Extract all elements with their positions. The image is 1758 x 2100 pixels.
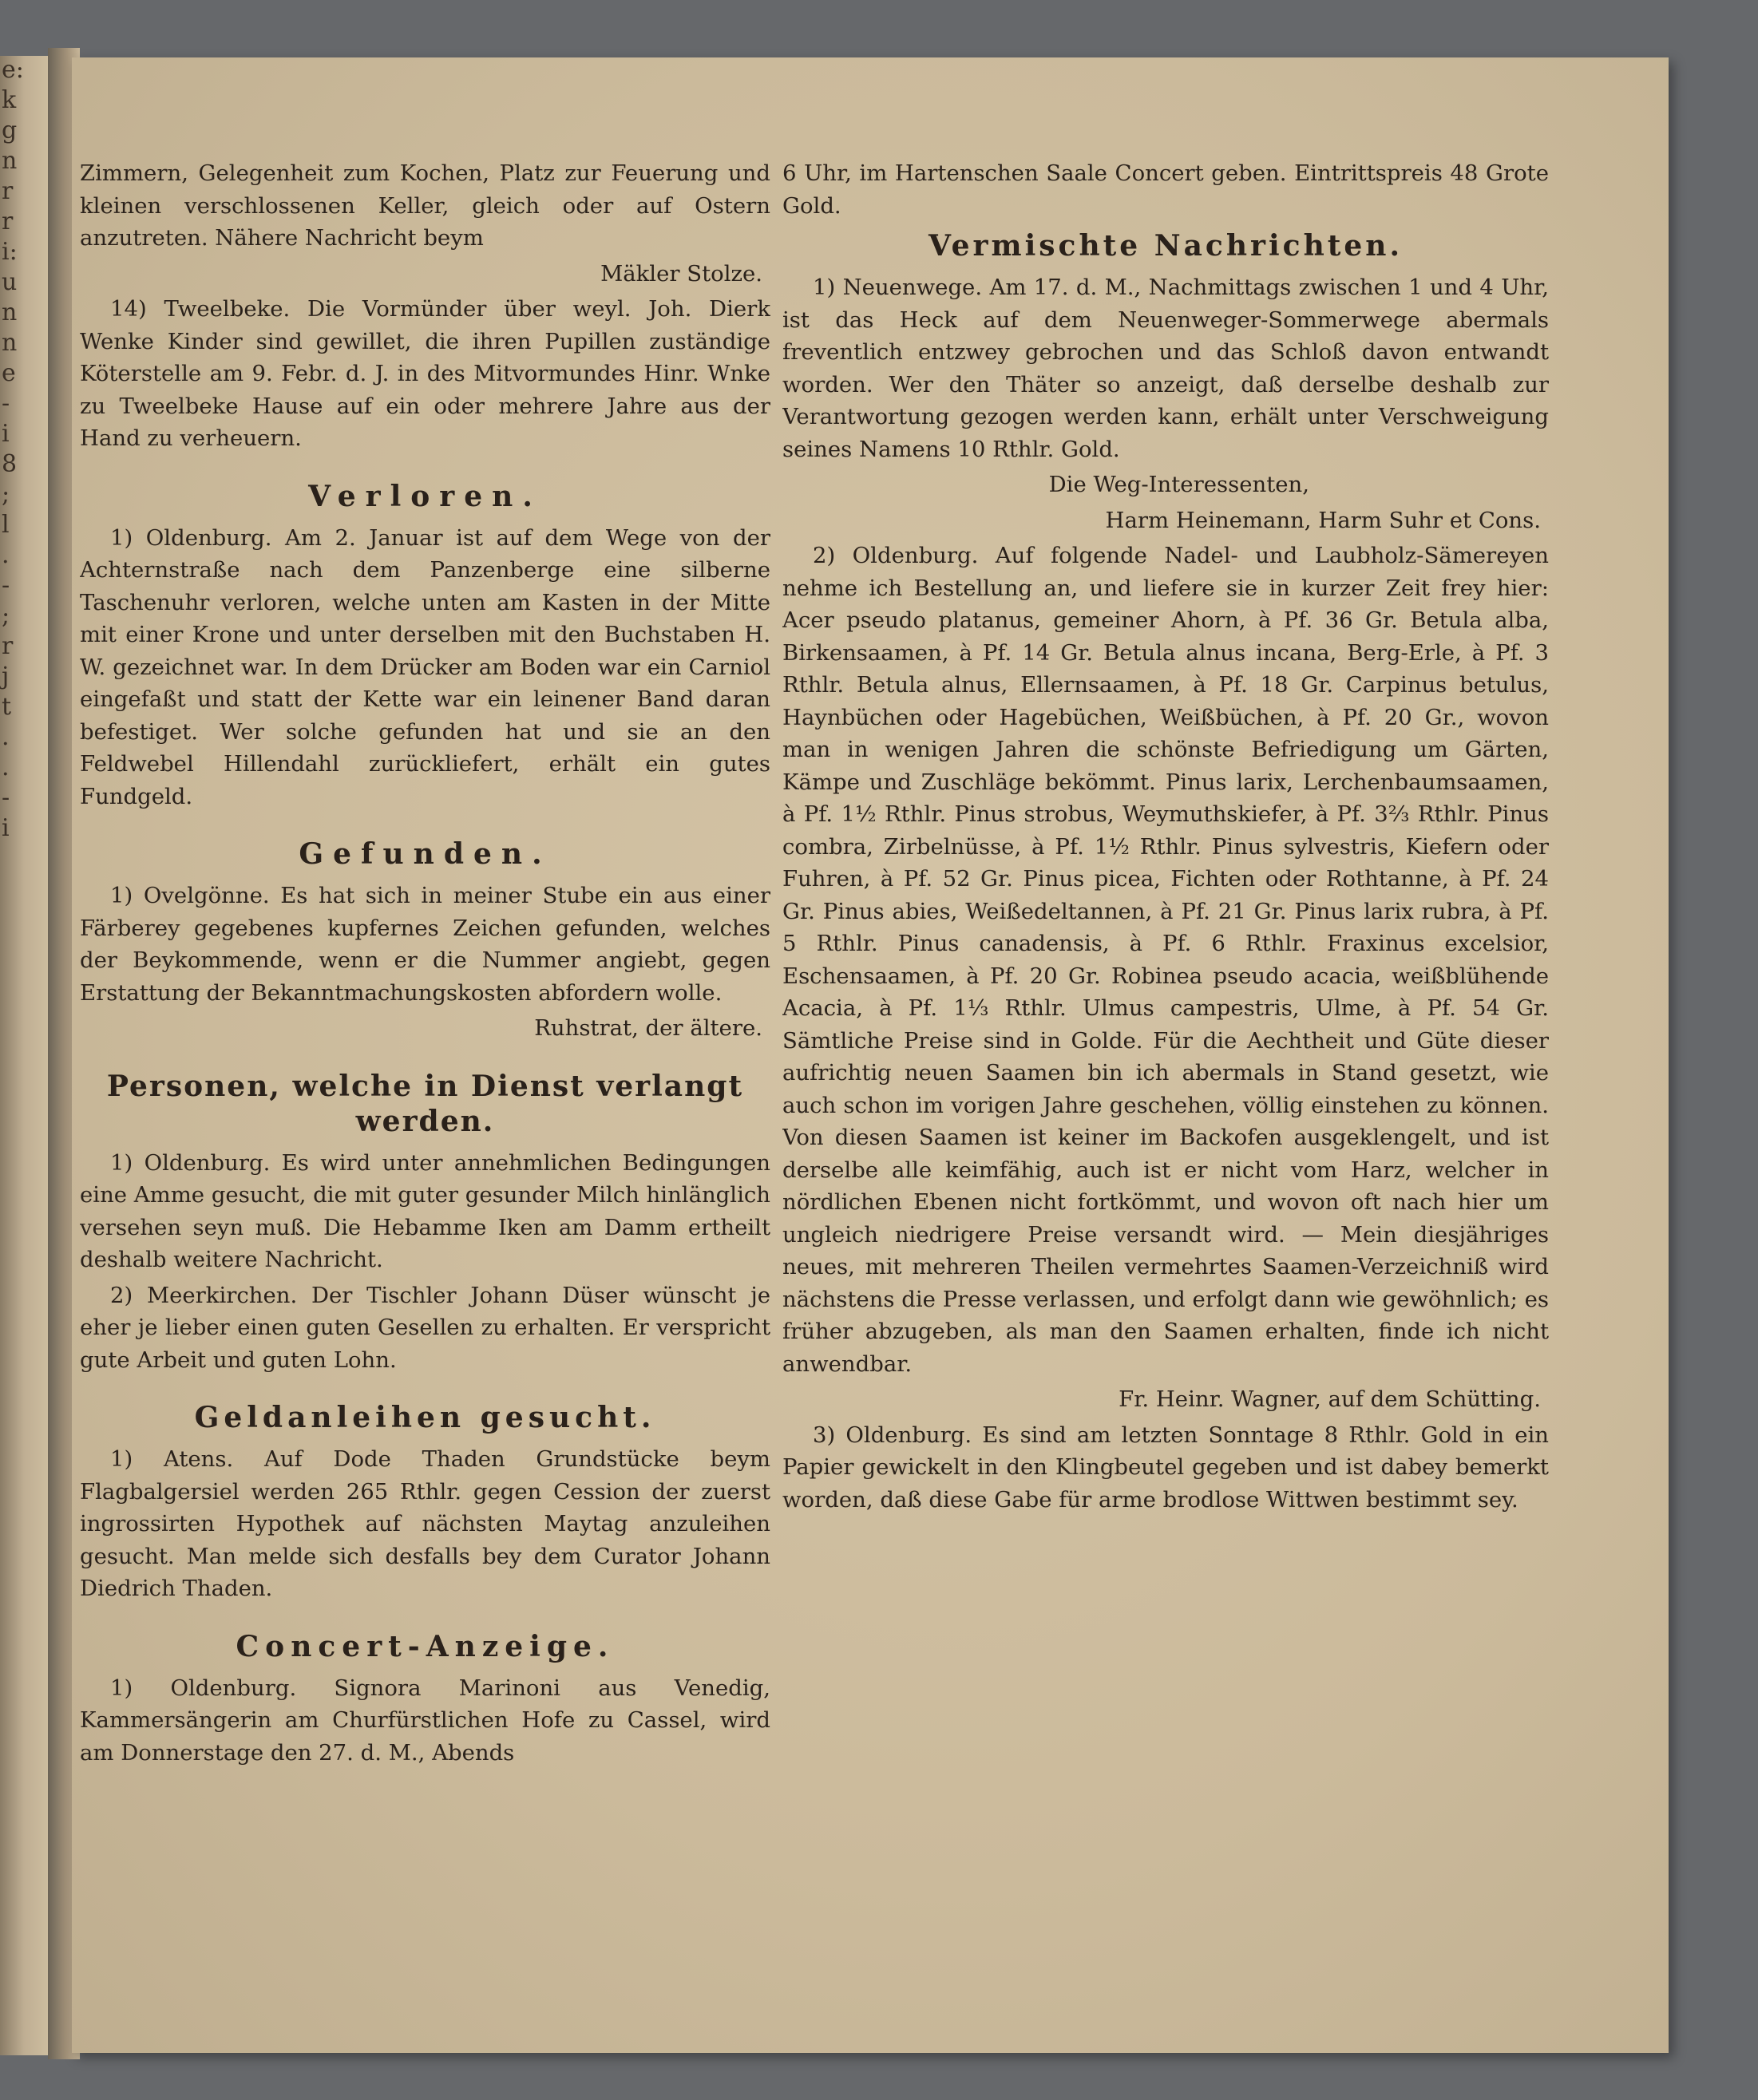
notice-paragraph: 1) Oldenburg. Am 2. Januar ist auf dem Wege von der Achternstraße nach dem Panzenberge eine silberne Taschenuhr verloren, welche unten am Kasten in der Mitte mit einer Krone und unter derselben mit den Buchstaben H. W. gezeichnet war. In dem Drücker am Boden war ein Carniol eingefaßt und statt der Kette war ein leinener Band daran befestiget. Wer solche gefunden hat und sie an den Feldwebel Hillendahl zurückliefert, erhält ein gutes Fundgeld.: [80, 524, 770, 809]
notice-paragraph: 2) Oldenburg. Auf folgende Nadel- und Laubholz-Sämereyen nehme ich Bestellung an, und liefere sie in kurzer Zeit frey hier: Acer pseudo platanus, gemeiner Ahorn, à Pf. 36 Gr. Betula alba, Birkensaamen, à Pf. 14 Gr. Betula alnus incana, Berg-Erle, à Pf. 3 Rthlr. Betula alnus, Ellernsaamen, à Pf. 18 Gr. Carpinus betulus, Haynbüchen oder Hagebüchen, Weißbüchen, à Pf. 20 Gr., wovon man in wenigen Jahren die schönste Befriedigung um Gärten, Kämpe und Zuschläge bekömmt. Pinus larix, Lerchenbaumsaamen, à Pf. 1½ Rthlr. Pinus strobus, Weymuthskiefer, à Pf. 3⅔ Rthlr. Pinus combra, Zirbelnüsse, à Pf. 1½ Rthlr. Pinus sylvestris, Kiefern oder Fuhren, à Pf. 52 Gr. Pinus picea, Fichten oder Rothtanne, à Pf. 24 Gr. Pinus abies, Weißedeltannen, à Pf. 21 Gr. Pinus larix rubra, à Pf. 5 Rthlr. Pinus canadensis, à Pf. 6 Rthlr. Fraxinus excelsior, Eschensaamen, à Pf. 20 Gr. Robinea pseudo acacia, weißblühende Acacia, à Pf. 1⅓ Rthlr. Ulmus campestris, Ulme, à Pf. 54 Gr. Sämtliche Preise sind in Golde. Für die Aechtheit und Güte dieser aufrichtig neuen Saamen bin ich abermals in Stand gesetzt, wie auch schon im vorigen Jahre geschehen, völlig einstehen zu können. Von diesen Saamen ist keiner im Backofen ausgeklengelt, und ist derselbe alle keimfähig, auch ist er nicht vom Harz, welcher in nördlichen Ebenen nicht fortkömmt, und wovon oft nach hier um ungleich niedrigere Preise versandt wird. — Mein diesjähriges neues, mit mehreren Theilen vermehrtes Saamen-Verzeichniß wird nächstens die Presse verlassen, und erfolgt dann wie gewöhnlich; es früher abzugeben, als man den Saamen erhalten, finde ich nicht anwendbar.: [782, 543, 1549, 1377]
section-heading-personen: Personen, welche in Dienst verlangt werden.: [106, 1069, 744, 1138]
notice-signature: Harm Heinemann, Harm Suhr et Cons.: [1105, 507, 1541, 533]
notice-signature: Ruhstrat, der ältere.: [534, 1015, 762, 1041]
margin-fragment: -: [2, 390, 10, 417]
margin-fragment: l: [2, 511, 10, 539]
margin-fragment: r: [2, 177, 14, 205]
margin-fragment: e:: [2, 56, 24, 84]
margin-fragment: -: [2, 571, 10, 599]
notice-paragraph: 2) Meerkirchen. Der Tischler Johann Düser wünscht je eher je lieber einen guten Gesellen zu erhalten. Er verspricht gute Arbeit und guten Lohn.: [80, 1282, 770, 1373]
section-heading-concert: Concert-Anzeige.: [236, 1629, 615, 1663]
margin-fragment: ;: [2, 602, 10, 630]
margin-fragment: r: [2, 208, 14, 235]
notice-paragraph: 14) Tweelbeke. Die Vormünder über weyl. Joh. Dierk Wenke Kinder sind gewillet, die ihren Pupillen zuständige Köterstelle am 9. Febr. d. J. in des Mitvormundes Hinr. Wnke zu Tweelbeke Hause auf ein oder mehrere Jahre aus der Hand zu verheuern.: [80, 296, 770, 451]
margin-fragment: j: [2, 662, 10, 690]
notice-paragraph: 3) Oldenburg. Es sind am letzten Sonntage 8 Rthlr. Gold in ein Papier gewickelt in den Klingbeutel gegeben und ist dabey bemerkt worden, daß diese Gabe für arme brodlose Wittwen bestimmt sey.: [782, 1422, 1549, 1513]
margin-fragment: g: [2, 117, 18, 144]
section-heading-verloren: Verloren.: [308, 479, 542, 513]
margin-fragment: ;: [2, 481, 10, 508]
margin-fragment: i: [2, 814, 10, 842]
margin-fragment: -: [2, 784, 10, 812]
margin-fragment: n: [2, 147, 18, 175]
newspaper-page: [72, 57, 1669, 2053]
margin-fragment: u: [2, 268, 18, 296]
margin-fragment: .: [2, 753, 10, 781]
notice-signature: Die Weg-Interessenten,: [1048, 472, 1309, 497]
margin-fragment: i: [2, 420, 10, 448]
notice-paragraph: 1) Ovelgönne. Es hat sich in meiner Stube ein aus einer Färberey gegebenes kupfernes Zeichen gefunden, welches der Beykommende, wenn er die Nummer angiebt, gegen Erstattung der Bekanntmachungskosten abfordern wolle.: [80, 883, 770, 1006]
margin-fragment: .: [2, 723, 10, 751]
margin-fragment: n: [2, 329, 18, 357]
notice-signature: Mäkler Stolze.: [600, 260, 762, 287]
notice-paragraph: 1) Oldenburg. Es wird unter annehmlichen Bedingungen eine Amme gesucht, die mit guter gesunder Milch hinlänglich versehen seyn muß. Die Hebamme Iken am Damm ertheilt deshalb weitere Nachricht.: [80, 1149, 770, 1272]
left-column: [80, 157, 770, 2041]
section-heading-geldanleihen: Geldanleihen gesucht.: [194, 1401, 656, 1434]
notice-signature: Fr. Heinr. Wagner, auf dem Schütting.: [1119, 1386, 1541, 1412]
notice-paragraph: 6 Uhr, im Hartenschen Saale Concert geben. Eintrittspreis 48 Grote Gold.: [782, 160, 1549, 219]
margin-fragment: k: [2, 86, 17, 114]
margin-fragment: r: [2, 632, 14, 660]
margin-fragment: i:: [2, 238, 18, 266]
margin-fragment: .: [2, 541, 10, 569]
margin-fragment: t: [2, 693, 12, 721]
section-heading-vermischte: Vermischte Nachrichten.: [928, 229, 1403, 263]
notice-paragraph: 1) Oldenburg. Signora Marinoni aus Venedig, Kammersängerin am Churfürstlichen Hofe zu Cassel, wird am Donnerstage den 27. d. M., Abends: [80, 1675, 770, 1766]
section-heading-gefunden: Gefunden.: [299, 837, 552, 871]
margin-fragment: e: [2, 359, 16, 387]
facing-page-edge: [0, 56, 48, 2055]
notice-paragraph: 1) Neuenwege. Am 17. d. M., Nachmittags zwischen 1 und 4 Uhr, ist das Heck auf dem Neuenweger-Sommerwege abermals freventlich entzwey gebrochen und das Schloß davon entwandt worden. Wer den Thäter so anzeigt, daß derselbe deshalb zur Verantwortung gezogen werden kann, erhält unter Verschweigung seines Namens 10 Rthlr. Gold.: [782, 275, 1549, 462]
notice-paragraph: Zimmern, Gelegenheit zum Kochen, Platz zur Feuerung und kleinen verschlossenen Keller, gleich oder auf Ostern anzutreten. Nähere Nachricht beym: [80, 160, 770, 251]
margin-fragment: 8: [2, 450, 18, 478]
margin-fragment: n: [2, 299, 18, 326]
notice-paragraph: 1) Atens. Auf Dode Thaden Grundstücke beym Flagbalgersiel werden 265 Rthlr. gegen Cession der zuerst ingrossirten Hypothek auf nächsten Maytag anzuleihen gesucht. Man melde sich desfalls bey dem Curator Johann Diedrich Thaden.: [80, 1446, 770, 1601]
right-column: [782, 157, 1549, 2041]
